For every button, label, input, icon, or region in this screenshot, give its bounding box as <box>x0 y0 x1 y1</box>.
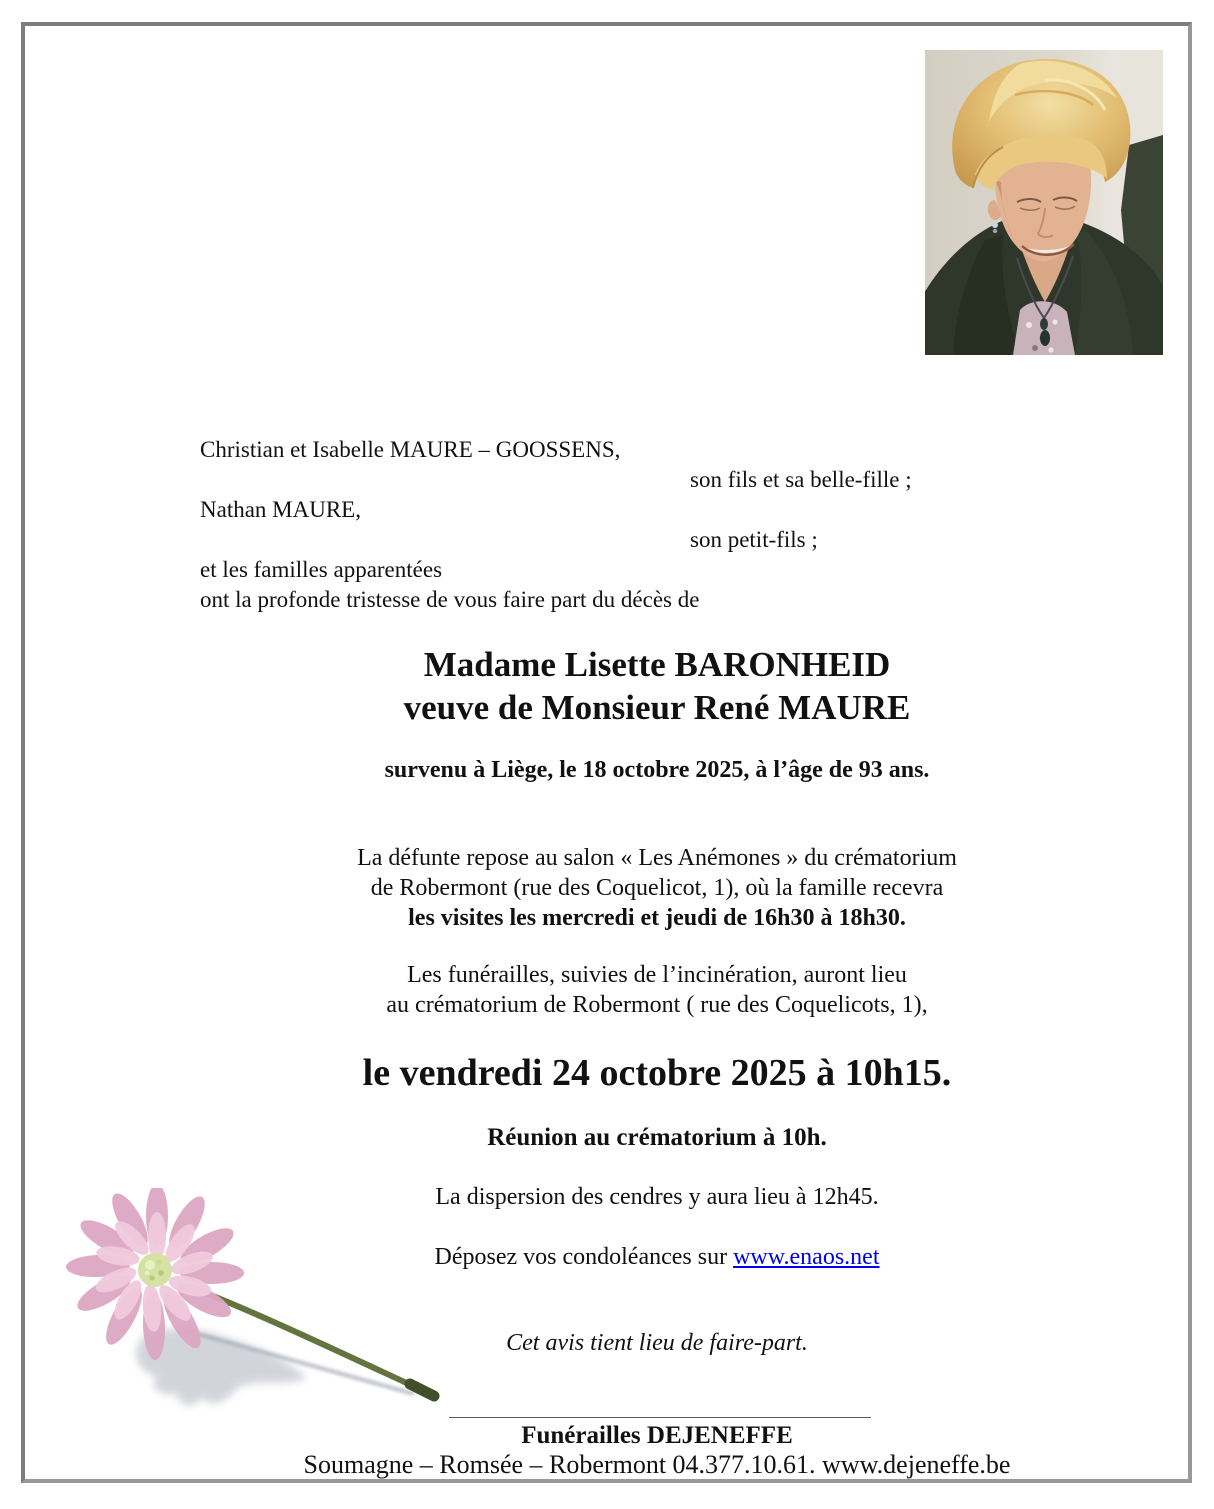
relation-line: son fils et sa belle-fille ; <box>690 467 912 492</box>
death-info: survenu à Liège, le 18 octobre 2025, à l’âge de 93 ans. <box>384 757 930 783</box>
funeral-date: le vendredi 24 octobre 2025 à 10h15. <box>362 1052 952 1094</box>
portrait-photo <box>925 50 1163 355</box>
ashes-info: La dispersion des cendres y aura lieu à 12h45. <box>435 1184 879 1210</box>
relation-line: son petit-fils ; <box>690 527 818 552</box>
meeting-info: Réunion au crématorium à 10h. <box>487 1124 827 1151</box>
family-line: et les familles apparentées <box>200 557 443 582</box>
visitation-line: de Robermont (rue des Coquelicot, 1), où la famille recevra <box>370 875 944 901</box>
footer-divider <box>449 1417 871 1418</box>
family-line: Christian et Isabelle MAURE – GOOSSENS, <box>200 437 621 462</box>
flower-image <box>62 1188 457 1418</box>
family-line: ont la profonde tristesse de vous faire part du décès de <box>200 587 700 612</box>
family-announcement <box>200 435 1114 615</box>
funeral-line: Les funérailles, suivies de l’incinération, auront lieu <box>407 962 907 988</box>
funeral-home-locations: Soumagne – Romsée – Robermont 04.377.10.61. www.dejeneffe.be <box>303 1450 1011 1479</box>
deceased-name-block <box>200 643 1114 729</box>
family-line: Nathan MAURE, <box>200 497 361 522</box>
visitation-paragraph <box>200 843 1114 933</box>
enaos-link[interactable]: www.enaos.net <box>733 1244 880 1270</box>
visitation-hours: les visites les mercredi et jeudi de 16h30 à 18h30. <box>408 905 906 931</box>
notice-line: Cet avis tient lieu de faire-part. <box>506 1330 808 1356</box>
funeral-paragraph <box>200 960 1114 1020</box>
visitation-line: La défunte repose au salon « Les Anémones » du crématorium <box>357 845 957 871</box>
deceased-widow-line: veuve de Monsieur René MAURE <box>403 688 911 727</box>
funeral-line: au crématorium de Robermont ( rue des Coquelicots, 1), <box>386 992 928 1018</box>
deceased-name: Madame Lisette BARONHEID <box>423 645 891 684</box>
condolences-text: Déposez vos condoléances sur <box>434 1244 734 1270</box>
funeral-home-name: Funérailles DEJENEFFE <box>521 1422 793 1449</box>
